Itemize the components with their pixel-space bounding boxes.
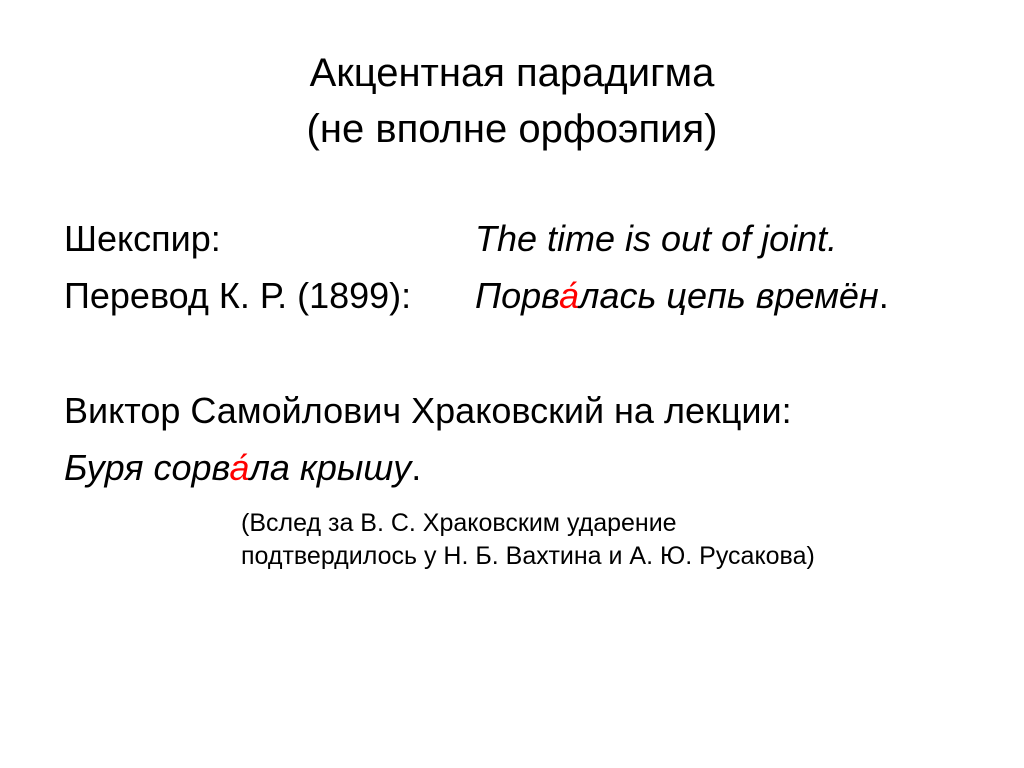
lecture-period: . — [411, 447, 422, 488]
lecture-label: Виктор Самойлович Храковский на лекции: — [64, 390, 792, 431]
note-line-2: подтвердилось у Н. Б. Вахтина и А. Ю. Русакова) — [241, 542, 815, 570]
lecture-quote-end: ла крышу — [249, 447, 412, 488]
translation-quote — [475, 274, 889, 318]
translation-quote-start: Порв — [475, 275, 560, 316]
lecture-stressed-vowel: а́ — [229, 447, 250, 488]
translation-label: Перевод К. Р. (1899): — [64, 275, 412, 316]
lecture-quote-start: Буря сорв — [64, 447, 230, 488]
translation-period: . — [878, 275, 889, 316]
lecture-quote — [64, 446, 421, 490]
shakespeare-quote: The time is out of joint. — [475, 218, 838, 259]
translation-stressed-vowel: а́ — [559, 275, 580, 316]
translation-quote-end: лась цепь времён — [579, 275, 879, 316]
slide-title-line-2: (не вполне орфоэпия) — [306, 107, 718, 151]
slide-title-line-1: Акцентная парадигма — [309, 51, 715, 95]
shakespeare-label: Шекспир: — [64, 218, 221, 259]
note-line-1: (Вслед за В. С. Храковским ударение — [241, 509, 677, 537]
